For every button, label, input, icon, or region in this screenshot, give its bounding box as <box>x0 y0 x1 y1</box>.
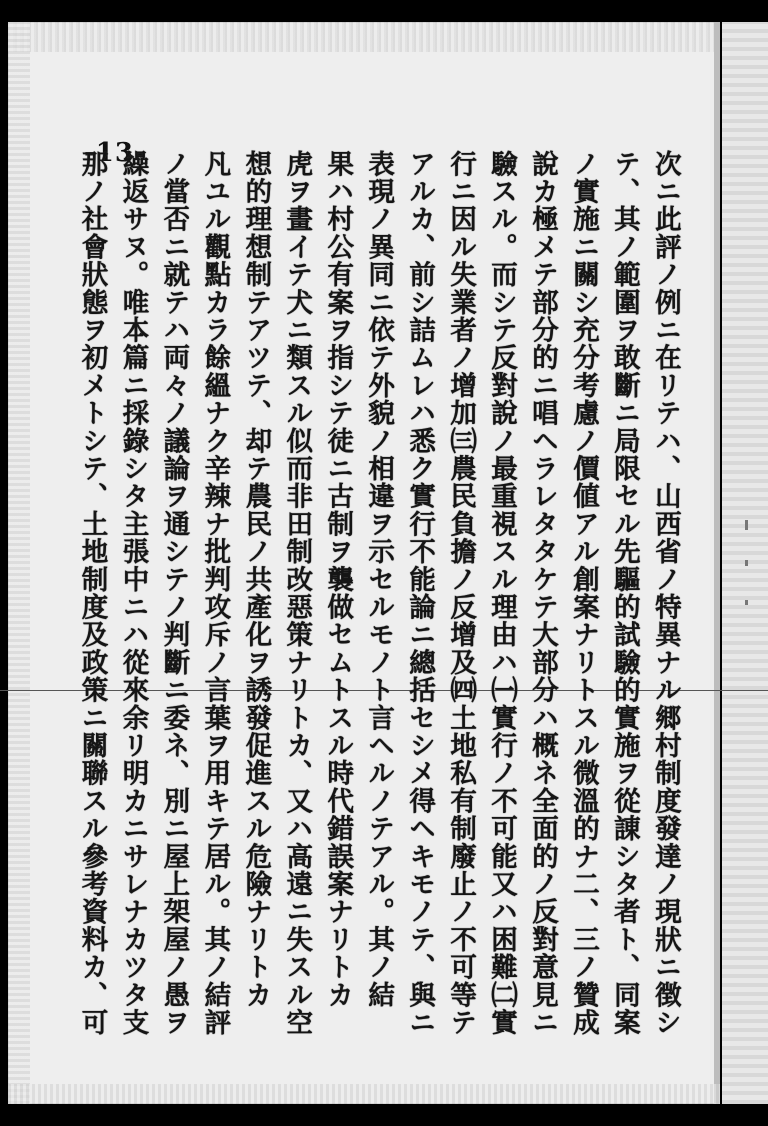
text-column: 虎ヲ畫イテ犬ニ類スル似而非田制改惡策ナリトカ、又ハ高遠ニ失スル空 <box>281 150 313 1037</box>
text-column: 說カ極メテ部分的ニ唱ヘラレタタケテ大部分ハ概ネ全面的ノ反對意見ニ <box>526 150 558 1037</box>
scan-left-edge <box>8 22 30 1104</box>
page-number: -13- <box>84 138 146 168</box>
page-right-edge <box>714 22 720 1104</box>
text-column: 果ハ村公有案ヲ指シテ徒ニ古制ヲ襲做セムトスル時代錯誤案ナリトカ <box>322 150 354 1009</box>
text-column: 想的理想制テアツテ、却テ農民ノ共產化ヲ誘發促進スル危險ナリトカ <box>240 150 272 1009</box>
text-column: 驗スル。而シテ反對說ノ最重視スル理由ハ㈠實行ノ不可能又ハ困難㈡實 <box>486 150 518 1037</box>
text-column: 表現ノ異同ニ依テ外貌ノ相違ヲ示セルモノト言ヘルノテアル。其ノ結 <box>363 150 395 1009</box>
strip-mark <box>745 520 748 530</box>
text-column: 繰返サヌ。唯本篇ニ採錄シタ主張中ニハ從來余リ明カニサレナカツタ支 <box>117 150 149 1037</box>
text-column: 那ノ社會狀態ヲ初メトシテ、土地制度及政策ニ關聯スル參考資料カ、可 <box>76 150 108 1037</box>
text-column: ノ實施ニ關シ充分考慮ノ價値アル創案ナリトスル微溫的ナ二、三ノ贊成 <box>567 150 599 1037</box>
text-column: アルカ、前シ詰ムレハ悉ク實行不能論ニ總括セシメ得ヘキモノテ、與ニ <box>404 150 436 1037</box>
text-column: ノ當否ニ就テハ両々ノ議論ヲ通シテノ判斷ニ委ネ、別ニ屋上架屋ノ愚ヲ <box>158 150 190 1037</box>
vertical-text-body <box>76 150 681 1040</box>
text-column: 凡ユル觀點カラ餘縕ナク辛辣ナ批判攻斥ノ言葉ヲ用キテ居ル。其ノ結評 <box>199 150 231 1037</box>
strip-mark <box>745 600 748 605</box>
text-column: 行ニ因ル失業者ノ增加㈢農民負擔ノ反增及㈣土地私有制廢止ノ不可等テ <box>445 150 477 1037</box>
strip-mark <box>745 560 748 566</box>
text-column: 次ニ此評ノ例ニ在リテハ、山西省ノ特異ナル郷村制度發達ノ現狀ニ徴シ <box>649 150 681 1037</box>
text-column: テ、其ノ範圍ヲ敢斷ニ局限セル先驅的試驗的實施ヲ從諌シタ者ト、同案 <box>608 150 640 1037</box>
